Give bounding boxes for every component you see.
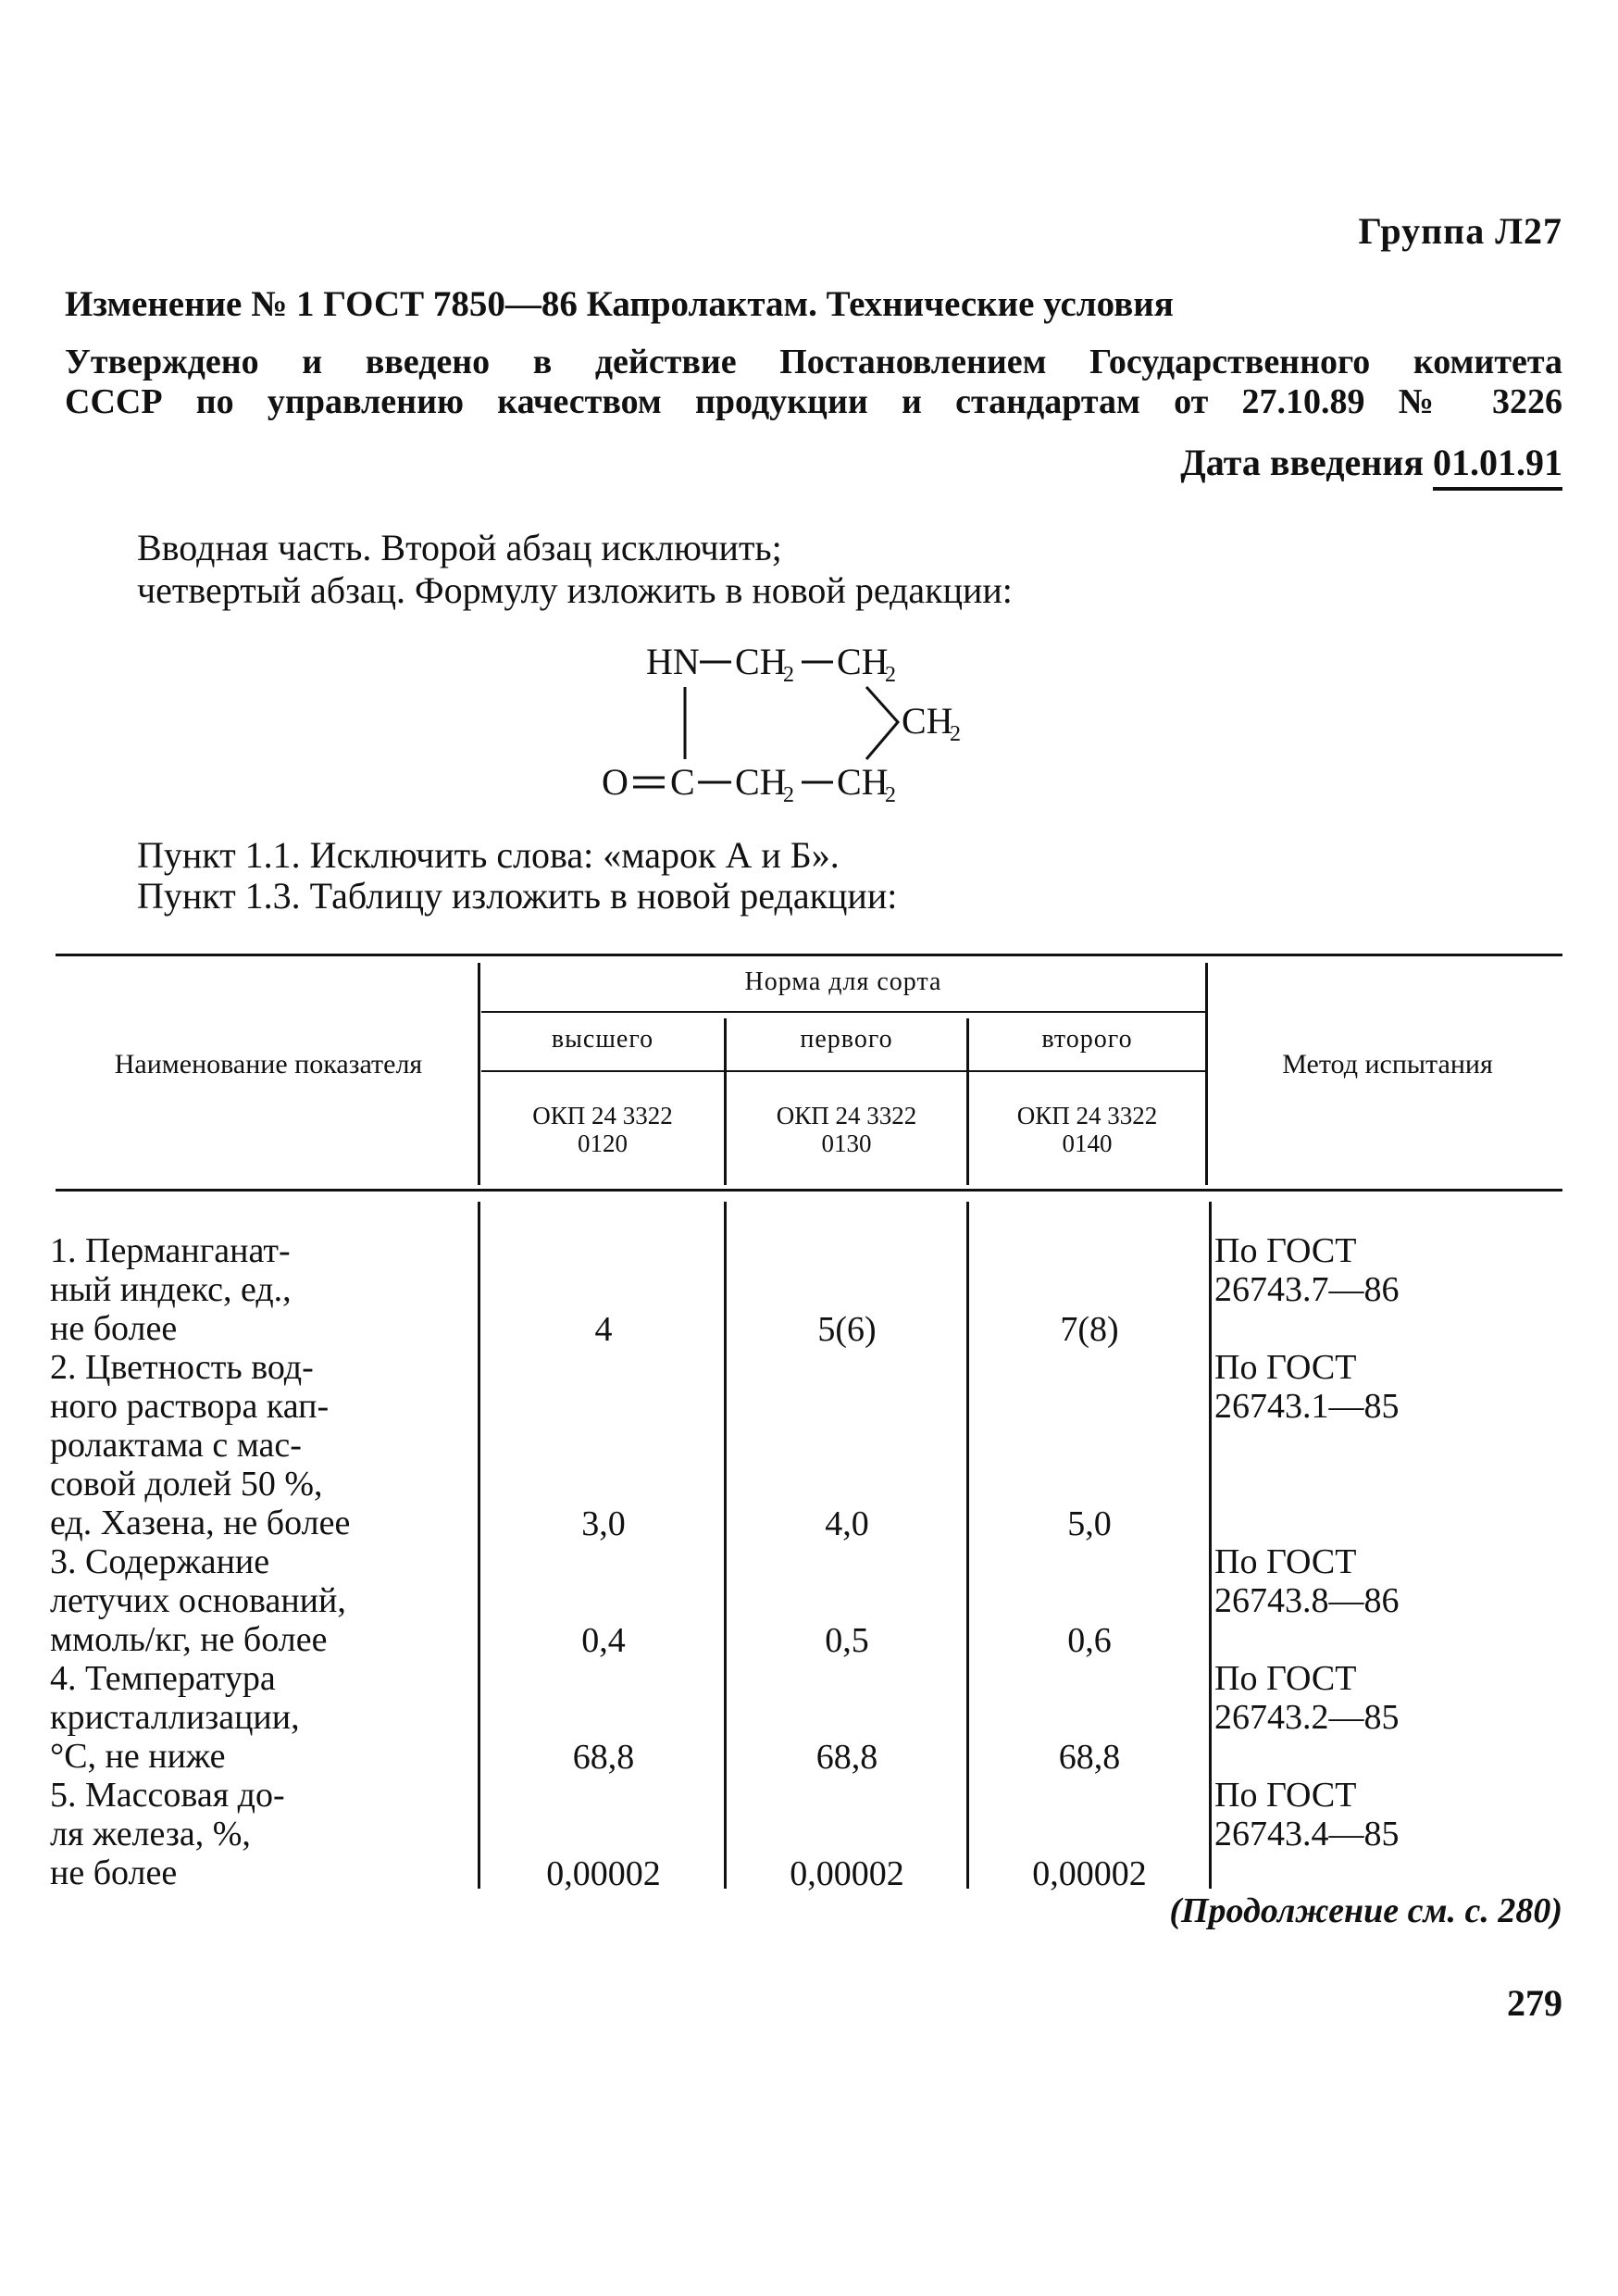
- norm-header-rule: [481, 1011, 1205, 1013]
- formula-ch-3: CH: [902, 700, 953, 742]
- effective-date-label: Дата введения: [1180, 442, 1424, 483]
- row-2-name: 2. Цветность вод- ного раствора кап- ролактама с мас- совой долей 50 %, ед. Хазена, не более: [50, 1348, 351, 1542]
- row-2-value-first: 4,0: [825, 1504, 869, 1543]
- formula-sub-2: 2: [885, 663, 896, 687]
- table-vline-4: [1205, 963, 1208, 1185]
- table-body-vline-3: [966, 1202, 969, 1889]
- row-1-value-first: 5(6): [817, 1310, 877, 1349]
- header-indicator-name: Наименование показателя: [114, 1049, 423, 1079]
- okp-code-first-line-1: ОКП 24 3322: [776, 1102, 917, 1129]
- page-number: 279: [1507, 1982, 1562, 2024]
- row-5-value-second: 0,00002: [1032, 1854, 1147, 1893]
- header-grade-first: первого: [800, 1025, 893, 1054]
- caprolactam-structural-formula: [592, 630, 1074, 815]
- okp-code-highest-line-1: ОКП 24 3322: [532, 1102, 673, 1129]
- formula-sub-3: 2: [950, 722, 961, 746]
- group-code: Группа Л27: [1358, 210, 1562, 252]
- formula-sub-4: 2: [783, 783, 794, 807]
- row-4-name: 4. Температура кристаллизации, °С, не ниже: [50, 1659, 300, 1776]
- formula-ch-4: CH: [735, 761, 787, 803]
- row-4-value-second: 68,8: [1058, 1738, 1121, 1777]
- row-5-name: 5. Массовая до- ля железа, %, не более: [50, 1776, 285, 1892]
- approval-text-line-1: Утверждено и введено в действие Постановлением Государственного комитета: [65, 343, 1562, 381]
- row-2-value-second: 5,0: [1067, 1504, 1112, 1543]
- header-grade-highest: высшего: [551, 1025, 654, 1054]
- formula-hn: HN: [646, 641, 700, 682]
- paragraph-formula-note: четвертый абзац. Формулу изложить в новой редакции:: [137, 569, 1013, 611]
- okp-code-second-line-1: ОКП 24 3322: [1016, 1102, 1158, 1129]
- formula-ch-1: CH: [735, 641, 787, 682]
- row-5-value-first: 0,00002: [790, 1854, 904, 1893]
- row-3-method: По ГОСТ 26743.8—86: [1214, 1542, 1400, 1620]
- header-test-method: Метод испытания: [1282, 1049, 1493, 1079]
- formula-o: O: [602, 761, 629, 803]
- row-3-value-highest: 0,4: [581, 1621, 626, 1660]
- effective-date: [1180, 441, 1562, 484]
- okp-code-highest: [481, 1102, 724, 1157]
- formula-ch-2: CH: [837, 641, 889, 682]
- row-4-value-highest: 68,8: [572, 1738, 635, 1777]
- formula-ch-5: CH: [837, 761, 889, 803]
- table-vline-1: [478, 963, 480, 1185]
- row-3-value-second: 0,6: [1067, 1621, 1112, 1660]
- row-1-method: По ГОСТ 26743.7—86: [1214, 1231, 1400, 1309]
- row-1-value-second: 7(8): [1060, 1310, 1119, 1349]
- okp-code-first-line-2: 0130: [821, 1129, 872, 1157]
- okp-code-second-line-2: 0140: [1062, 1129, 1113, 1157]
- table-body-vline-2: [724, 1202, 727, 1889]
- okp-code-second: [969, 1102, 1205, 1157]
- grade-header-rule: [481, 1070, 1205, 1072]
- row-2-method: По ГОСТ 26743.1—85: [1214, 1348, 1400, 1426]
- row-3-value-first: 0,5: [825, 1621, 869, 1660]
- paragraph-item-1-1: Пункт 1.1. Исключить слова: «марок А и Б».: [137, 834, 840, 876]
- approval-text-line-2: СССР по управлению качеством продукции и стандартам от 27.10.89 № 3226: [65, 382, 1562, 421]
- paragraph-item-1-3: Пункт 1.3. Таблицу изложить в новой редакции:: [137, 875, 898, 917]
- formula-c: C: [670, 761, 695, 803]
- okp-code-highest-line-2: 0120: [578, 1129, 628, 1157]
- row-4-method: По ГОСТ 26743.2—85: [1214, 1659, 1400, 1737]
- formula-sub-5: 2: [885, 783, 896, 807]
- okp-code-first: [727, 1102, 966, 1157]
- paragraph-intro: Вводная часть. Второй абзац исключить;: [137, 527, 782, 568]
- row-1-name: 1. Перманганат- ный индекс, ед., не более: [50, 1231, 292, 1348]
- table-body-vline-1: [478, 1202, 480, 1889]
- table-header-rule: [56, 1189, 1562, 1192]
- row-1-value-highest: 4: [594, 1310, 613, 1349]
- header-grade-second: второго: [1041, 1025, 1133, 1054]
- row-3-name: 3. Содержание летучих оснований, ммоль/кг, не более: [50, 1542, 346, 1659]
- row-4-value-first: 68,8: [815, 1738, 878, 1777]
- effective-date-value: 01.01.91: [1433, 442, 1562, 491]
- formula-sub-1: 2: [783, 663, 794, 687]
- row-5-value-highest: 0,00002: [546, 1854, 661, 1893]
- table-body-vline-4: [1209, 1202, 1212, 1889]
- row-2-value-highest: 3,0: [581, 1504, 626, 1543]
- continuation-note: (Продолжение см. с. 280): [1169, 1891, 1562, 1930]
- header-norm-by-grade: Норма для сорта: [744, 967, 942, 996]
- table-top-rule: [56, 954, 1562, 956]
- document-title: Изменение № 1 ГОСТ 7850—86 Капролактам. Технические условия: [65, 284, 1174, 324]
- row-5-method: По ГОСТ 26743.4—85: [1214, 1776, 1400, 1853]
- formula-bond-ring-right: [866, 687, 898, 759]
